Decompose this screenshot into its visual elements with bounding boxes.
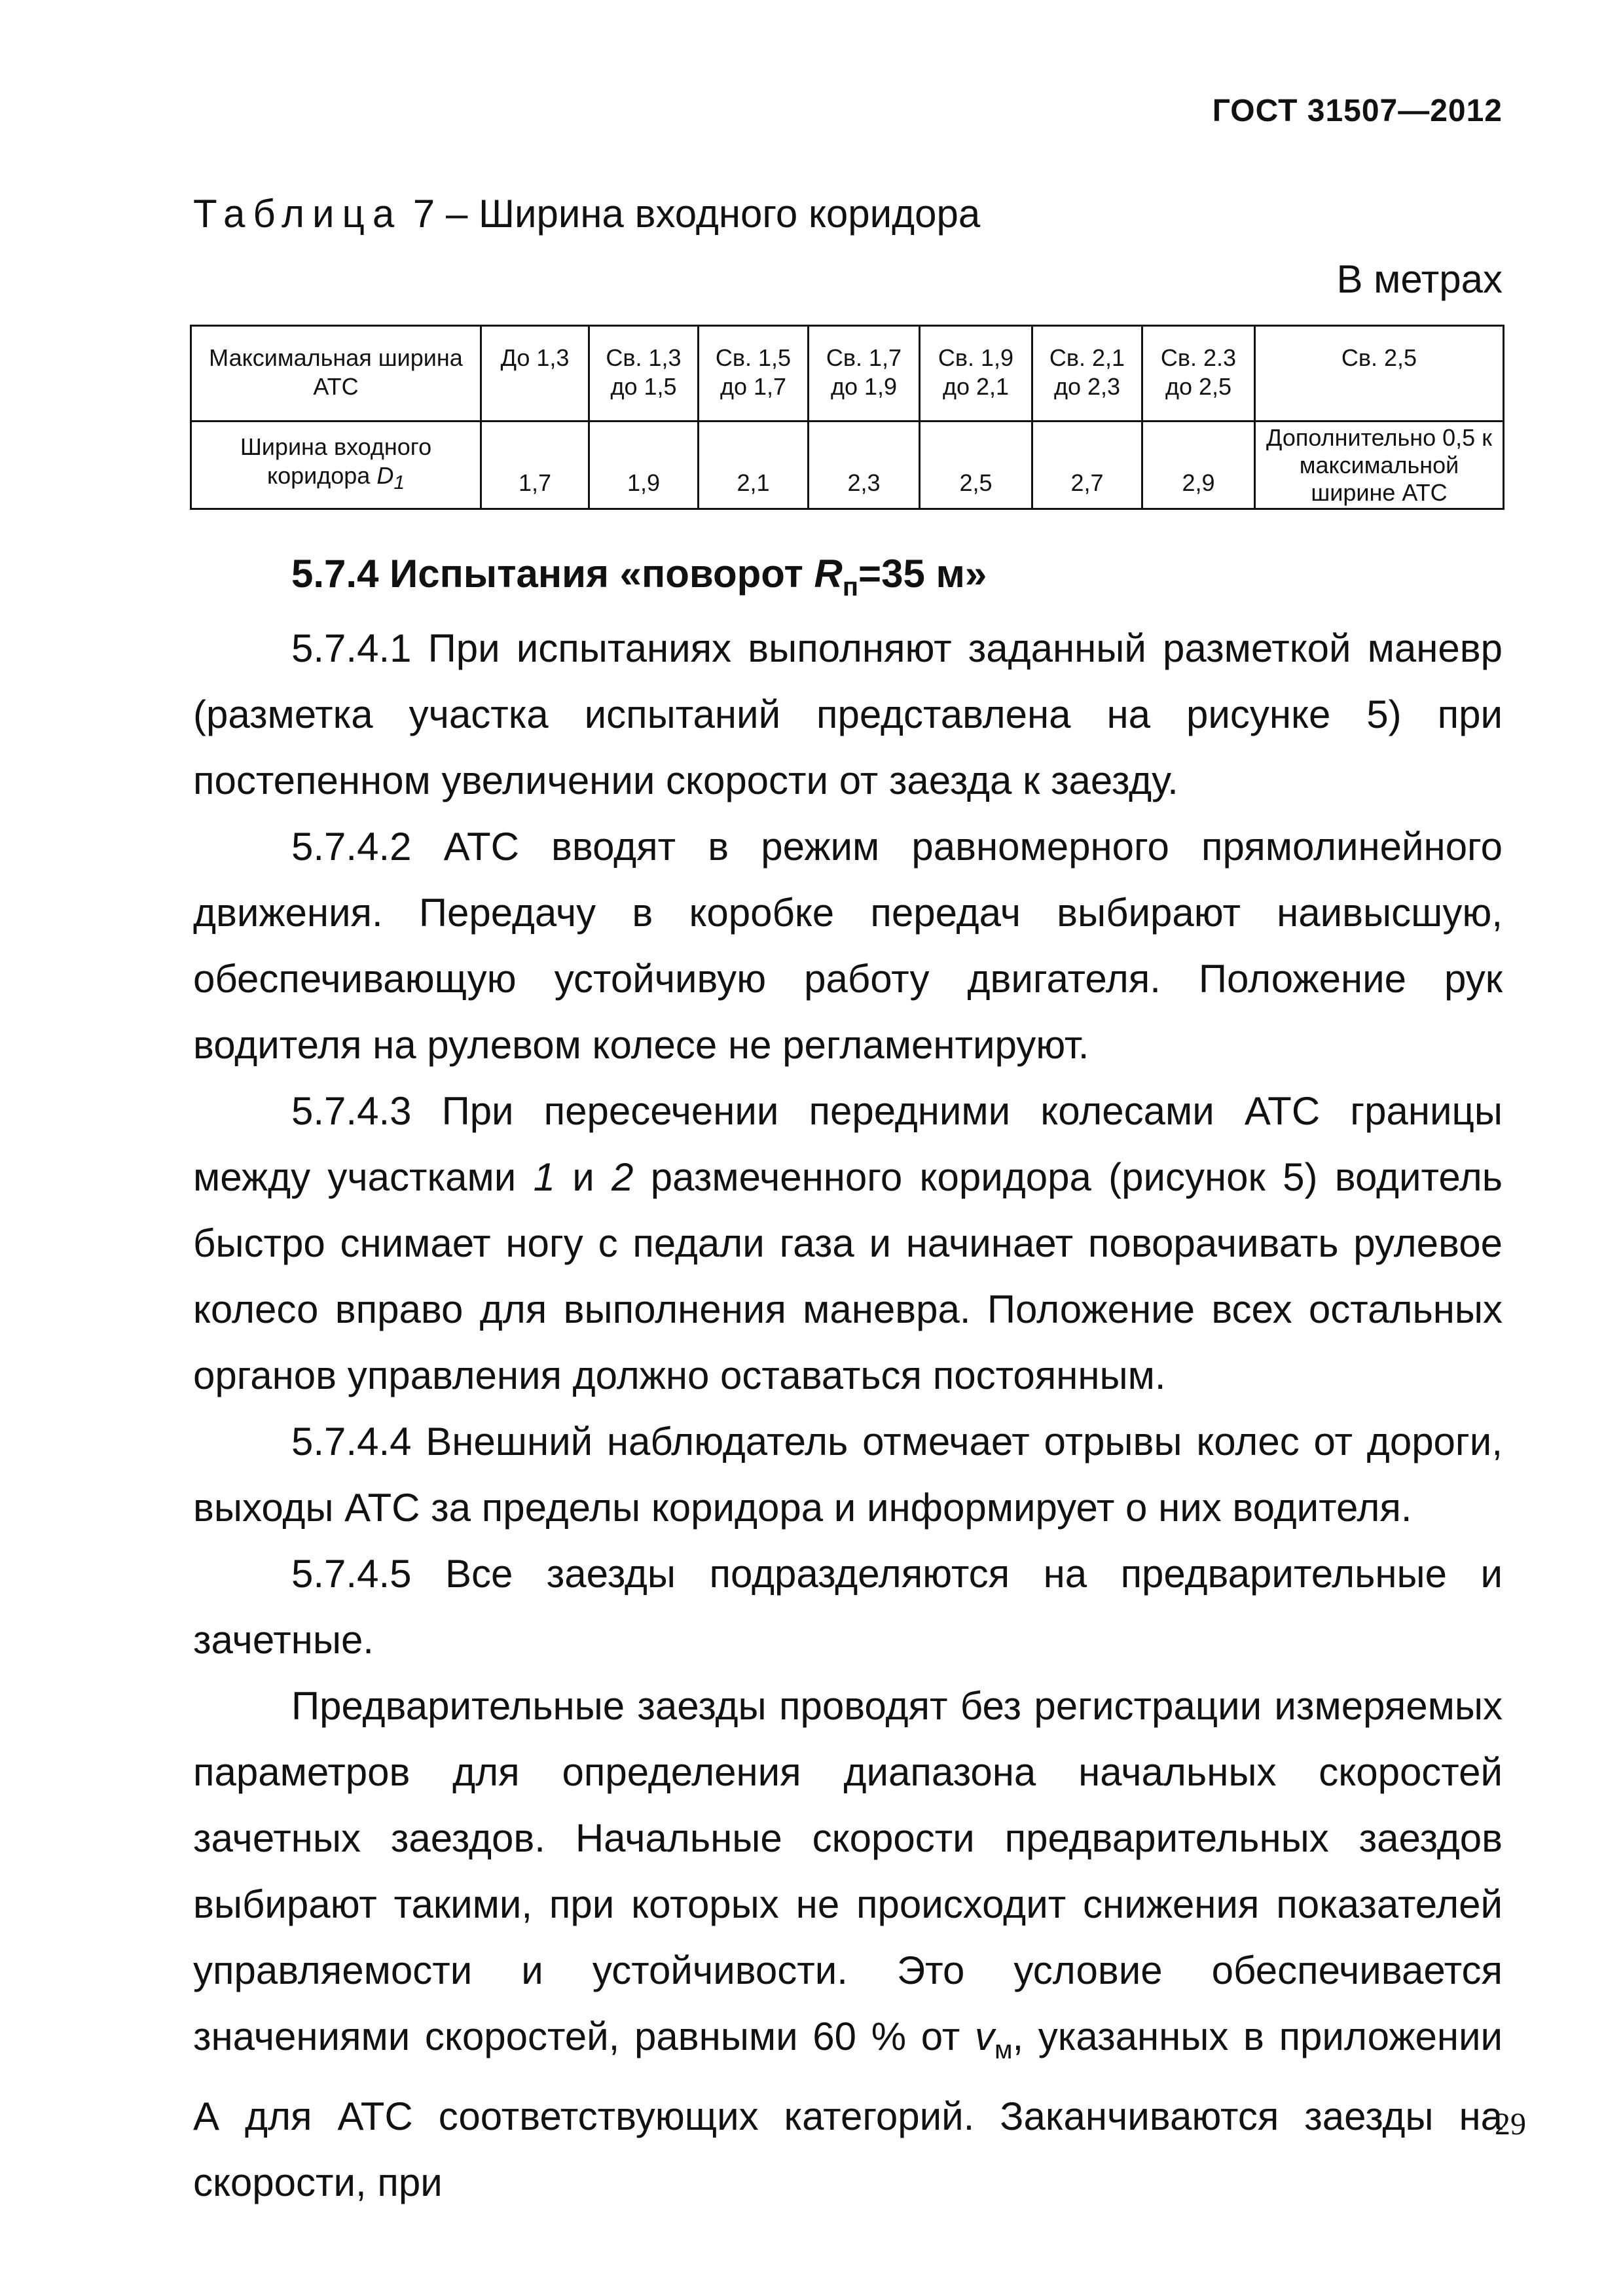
- table-cell: 2,1: [699, 422, 809, 509]
- paragraph-5-7-4-1: 5.7.4.1 При испытаниях выполняют заданный разметкой маневр (разметка участка испытаний представлена на рисунке 5) при постепенном увеличении скорости от заезда к заезду.: [193, 626, 1503, 802]
- heading-prefix: 5.7.4 Испытания «поворот: [291, 552, 814, 596]
- table-cell: Св. 1,3 до 1,5: [589, 326, 699, 422]
- symbol-d: D: [376, 461, 394, 489]
- table-caption: [193, 191, 980, 236]
- symbol-v-subscript: м: [994, 2036, 1013, 2064]
- body-text: [193, 615, 1503, 2215]
- table-cell: 1,7: [481, 422, 589, 509]
- table-cell: Св. 1,7 до 1,9: [809, 326, 920, 422]
- table-cell: 2,7: [1032, 422, 1142, 509]
- page-number: 29: [1495, 2107, 1526, 2142]
- paragraph-5-7-4-5: 5.7.4.5 Все заезды подразделяются на предварительные и зачетные.: [193, 1552, 1503, 1662]
- paragraph-preliminary-runs: [193, 1673, 1503, 2215]
- table-cell: До 1,3: [481, 326, 589, 422]
- paragraph-5-7-4-3: [193, 1078, 1503, 1408]
- table-cell: 1,9: [589, 422, 699, 509]
- paragraph-text: Предварительные заезды проводят без регистрации измеряемых параметров для определения диапазона начальных скоростей зачетных заездов. Начальные скорости предварительных заездов выбирают такими, при которых не происходит снижения показателей управляемости и устойчивости. Это условие обеспечивается значениями скоростей, равными 60 % от: [193, 1684, 1503, 2058]
- table-row-corridor-width: [191, 422, 1504, 509]
- table-cell: Св. 2.3 до 2,5: [1142, 326, 1255, 422]
- paragraph-text: и: [555, 1155, 612, 1199]
- row-label-corridor-width: [191, 422, 481, 509]
- table-caption-word: Таблица: [193, 192, 403, 236]
- heading-symbol: R: [814, 552, 843, 596]
- row-label-text: Ширина входного коридора: [240, 433, 432, 489]
- area-number-1: 1: [533, 1155, 555, 1199]
- symbol-v: v: [974, 2015, 994, 2058]
- table-cell: Св. 2,1 до 2,3: [1032, 326, 1142, 422]
- table-units: В метрах: [1336, 257, 1503, 301]
- standard-header: ГОСТ 31507—2012: [1212, 94, 1503, 128]
- paragraph-5-7-4-2: 5.7.4.2 АТС вводят в режим равномерного прямолинейного движения. Передачу в коробке передач выбирают наивысшую, обеспечивающую устойчивую работу двигателя. Положение рук водителя на рулевом колесе не регламентируют.: [193, 825, 1503, 1067]
- table-cell: Дополнительно 0,5 к максимальной ширине АТС: [1255, 422, 1504, 509]
- table-cell: 2,9: [1142, 422, 1255, 509]
- table-row-max-width: [191, 326, 1504, 422]
- section-heading: [291, 551, 987, 602]
- area-number-2: 2: [611, 1155, 634, 1199]
- symbol-d-subscript: 1: [393, 472, 405, 494]
- table-cell: 2,3: [809, 422, 920, 509]
- paragraph-text: размеченного коридора (рисунок 5) водитель быстро снимает ногу с педали газа и начинает поворачивать рулевое колесо вправо для выполнения маневра. Положение всех остальных органов управления должно оставаться постоянным.: [193, 1155, 1503, 1397]
- paragraph-text: 5.7.4.3 При пересечении передними колесами АТС границы между участками: [193, 1089, 1503, 1199]
- table-cell: Св. 1,9 до 2,1: [920, 326, 1032, 422]
- paragraph-5-7-4-4: 5.7.4.4 Внешний наблюдатель отмечает отрывы колес от дороги, выходы АТС за пределы коридора и информирует о них водителя.: [193, 1420, 1503, 1530]
- table-cell: Св. 2,5: [1255, 326, 1504, 422]
- corridor-width-table: [190, 325, 1504, 510]
- heading-subscript: п: [842, 573, 859, 601]
- row-label-max-width: Максимальная ширина АТС: [191, 326, 481, 422]
- table-cell: Св. 1,5 до 1,7: [699, 326, 809, 422]
- table-caption-title: 7 – Ширина входного коридора: [402, 192, 981, 236]
- heading-suffix: =35 м»: [858, 552, 987, 596]
- table-cell: 2,5: [920, 422, 1032, 509]
- paragraph-text: , указанных в приложении А для АТС соответствующих категорий. Заканчиваются заезды на скорости, при: [193, 2015, 1503, 2204]
